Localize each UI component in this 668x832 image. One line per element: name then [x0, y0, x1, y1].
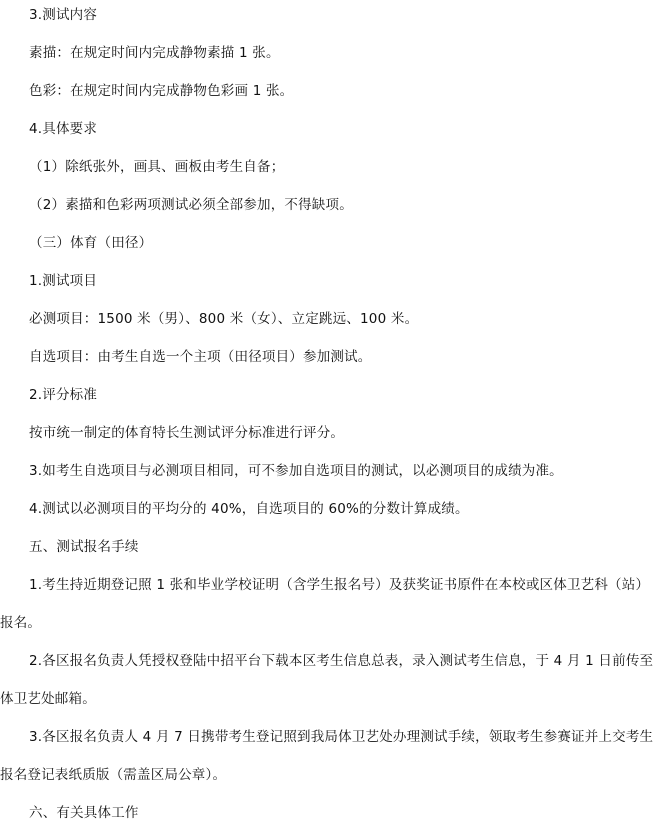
paragraph-scoring-3: 3.如考生自选项目与必测项目相同，可不参加自选项目的测试，以必测项目的成绩为准。 [29, 463, 563, 479]
paragraph-registration-2: 2.各区报名负责人凭授权登陆中招平台下载本区考生信息总表，录入测试考生信息，于 4 月 1 日前传至体卫艺处邮箱。 [0, 653, 654, 707]
paragraph-required-items: 必测项目：1500 米（男）、800 米（女）、立定跳远、100 米。 [29, 311, 419, 327]
heading-test-content: 3.测试内容 [29, 7, 98, 23]
paragraph-scoring-4: 4.测试以必测项目的平均分的 40%，自选项目的 60%的分数计算成绩。 [29, 501, 469, 517]
paragraph-sketch: 素描：在规定时间内完成静物素描 1 张。 [29, 45, 280, 61]
paragraph-requirement-2: （2）素描和色彩两项测试必须全部参加，不得缺项。 [29, 197, 353, 213]
paragraph-registration-3: 3.各区报名负责人 4 月 7 日携带考生登记照到我局体卫艺处办理测试手续，领取考生参赛证并上交考生报名登记表纸质版（需盖区局公章）。 [0, 729, 654, 783]
heading-scoring: 2.评分标准 [29, 387, 98, 403]
heading-specific-work: 六、有关具体工作 [29, 805, 139, 821]
heading-requirements: 4.具体要求 [29, 121, 98, 137]
heading-registration: 五、测试报名手续 [29, 539, 139, 555]
paragraph-optional-items: 自选项目：由考生自选一个主项（田径项目）参加测试。 [29, 349, 372, 365]
paragraph-scoring-standard: 按市统一制定的体育特长生测试评分标准进行评分。 [29, 425, 345, 441]
paragraph-color: 色彩：在规定时间内完成静物色彩画 1 张。 [29, 83, 294, 99]
paragraph-requirement-1: （1）除纸张外，画具、画板由考生自备； [29, 159, 285, 175]
paragraph-registration-1: 1.考生持近期登记照 1 张和毕业学校证明（含学生报名号）及获奖证书原件在本校或区体卫艺科（站）报名。 [0, 577, 650, 631]
heading-test-items: 1.测试项目 [29, 273, 98, 289]
heading-sports: （三）体育（田径） [29, 235, 153, 251]
